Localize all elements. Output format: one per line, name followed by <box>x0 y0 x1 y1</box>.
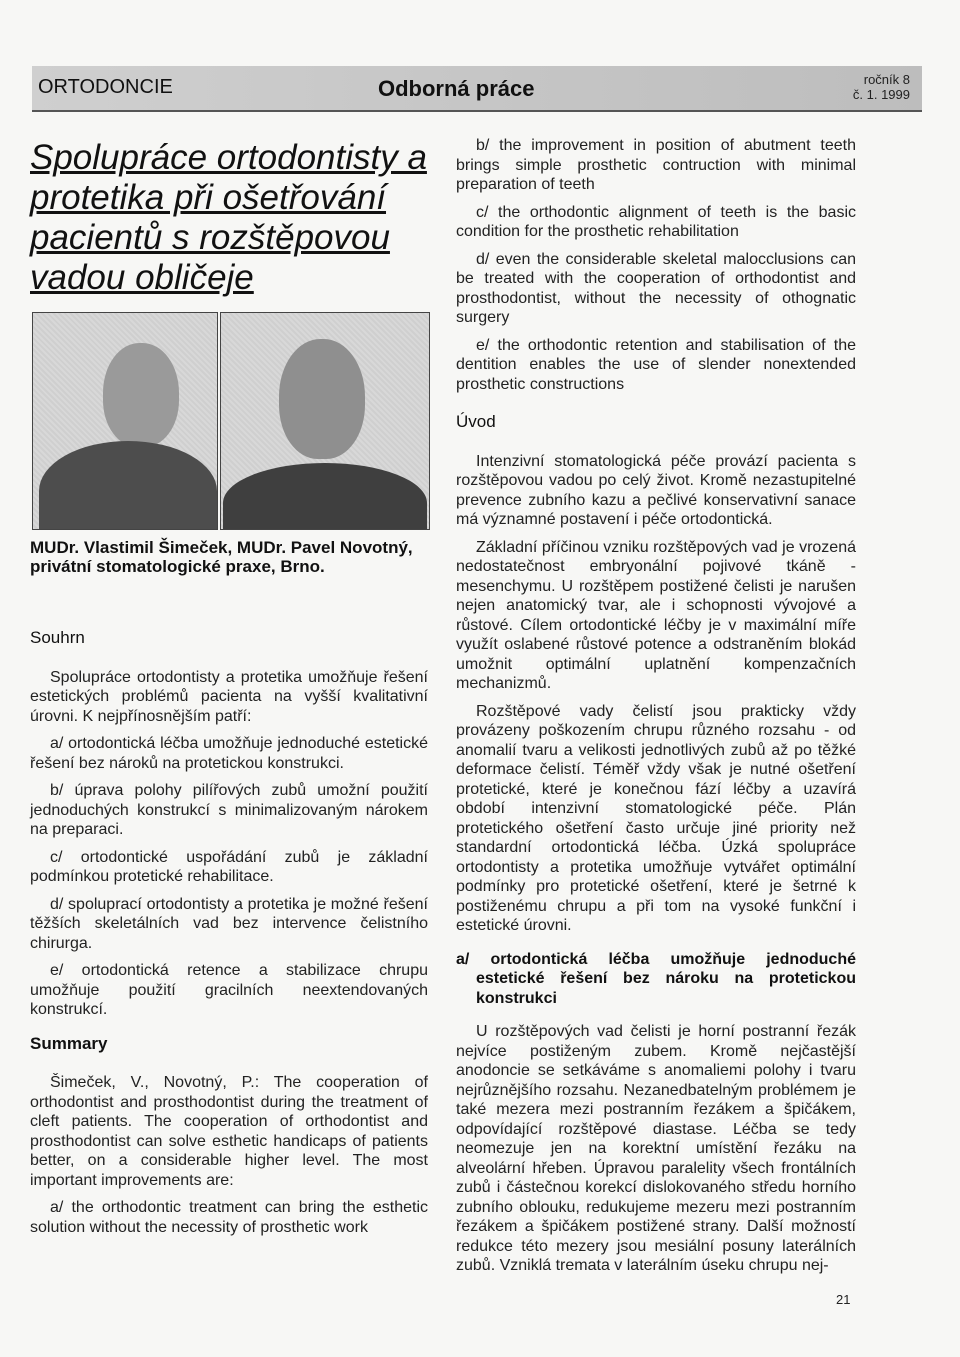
summary-point: b/ the improvement in position of abutment teeth brings simple prosthetic contruction with minimal preparation of teeth <box>456 137 856 193</box>
uvod-paragraph: Rozštěpové vady čelistí jsou prakticky vždy provázeny poškozením chrupu různého rozsahu - od anomalií tvaru a velikosti jednotlivých zubů až po těžké deformace čelistí. Téměř vždy však je nutné ošetření protetické, které je konečnou fází léčby a uzavírá období intenzivní stomatologické péče. Plán protetického ošetření často určuje jiné priority než standardní ortodontická léčba. Úzká spolupráce ortodontisty a protetika umožňuje vytvářet optimální podmínky pro protetické ošetření, které je šetrné k postiženému chrupu a při tom na vysoké funkční i estetické úrovni. <box>456 702 856 934</box>
summary-point: d/ even the considerable skeletal malocclusions can be treated with the cooperation of orthodontist and prosthodontist, without the necessity of othognatic surgery <box>456 250 856 326</box>
souhrn-point: b/ úprava polohy pilířových zubů umožní použití jednoduchých konstrukcí s minimalizovaným nárokem na preparaci. <box>30 782 428 838</box>
left-column <box>30 628 428 1245</box>
summary-intro: Šimeček, V., Novotný, P.: The cooperation of orthodontist and prosthodontist during the treatment of cleft patients. The cooperation of orthodontist and prosthodontist can solve esthetic handicaps of patients better, on a considerable higher level. The most important improvements are: <box>30 1074 428 1189</box>
volume-label: ročník 8 <box>863 72 910 87</box>
uvod-heading: Úvod <box>456 412 496 431</box>
article-title: Spolupráce ortodontisty a protetika při ošetřování pacientů s rozštěpovou vadou obličeje <box>30 138 427 297</box>
uvod-paragraph: Intenzivní stomatologická péče provází pacienta s rozštěpovou vadou po celý život. Kromě nezastupitelné prevence zubního kazu a pečlivé konservativní sanace má významné postavení i péče ortodontická. <box>456 452 856 528</box>
issue-label: č. 1. 1999 <box>852 87 910 102</box>
section-label: ORTODONCIE <box>38 76 173 98</box>
header-rule <box>32 110 922 112</box>
category-label: Odborná práce <box>378 76 535 101</box>
page-number: 21 <box>836 1292 851 1307</box>
right-column <box>456 136 856 1284</box>
souhrn-point: d/ spoluprací ortodontisty a protetika je možné řešení těžších skeletálních vad bez intervence čelistního chirurga. <box>30 895 428 952</box>
section-a-heading: a/ ortodontická léčba umožňuje jednoduché estetické řešení bez nároku na protetickou konstrukci <box>456 950 856 1007</box>
page-header <box>32 66 922 110</box>
summary-point: a/ the orthodontic treatment can bring the esthetic solution without the necessity of prosthetic work <box>30 1199 428 1236</box>
portrait-shoulders <box>39 441 217 530</box>
summary-point: c/ the orthodontic alignment of teeth is the basic condition for the prosthetic rehabilitation <box>456 203 856 240</box>
souhrn-heading: Souhrn <box>30 628 85 647</box>
author-photo-2 <box>220 312 430 530</box>
souhrn-point: a/ ortodontická léčba umožňuje jednoduché estetické řešení bez nároků na protetickou konstrukci. <box>30 735 428 772</box>
author-photo-1 <box>32 312 218 530</box>
souhrn-intro: Spolupráce ortodontisty a protetika umožňuje řešení estetických problémů pacienta na vyšší kvalitativní úrovni. K nejpřínosnějším patří: <box>30 668 428 725</box>
souhrn-point: c/ ortodontické uspořádání zubů je základní podmínkou protetické rehabilitace. <box>30 848 428 885</box>
author-names: MUDr. Vlastimil Šimeček, MUDr. Pavel Novotný, privátní stomatologické praxe, Brno. <box>30 538 413 576</box>
portrait-shoulders <box>223 463 427 530</box>
souhrn-point: e/ ortodontická retence a stabilizace chrupu umožňuje použití gracilních neextendovaných konstrukcí. <box>30 962 428 1018</box>
portrait-head <box>103 343 179 447</box>
summary-point: e/ the orthodontic retention and stabilisation of the dentition enables the use of slender nonextended prosthetic constructions <box>456 336 856 393</box>
portrait-head <box>279 339 365 459</box>
issue-info <box>853 72 910 102</box>
uvod-paragraph: Základní příčinou vzniku rozštěpových vad je vrozená nedostatečnost embryonální pojivové tkáně - mesenchymu. U rozštěpem postižené čelisti je narušen nejen anatomický tvar, ale i schopnosti vývojové a růstové. Cílem ortodontické léčby je v maximální míře využít oslabené růstové potence a odstraněním blokád umožnit optimální uplatnění kompenzačních mechanizmů. <box>456 538 856 692</box>
section-a-paragraph: U rozštěpových vad čelisti je horní postranní řezák nejvíce postiženým zubem. Kromě nejčastější anodoncie se setkáváme s anomaliemi polohy i tvaru nejrůznějšího rozsahu. Nezanedbatelným problémem je také mezera mezi postranním řezákem a špičákem, odpovídající rozštěpové diastase. Léčba se tedy neomezuje jen na korektní umístění řezáku na alveolární hřeben. Úpravou paralelity všech frontálních zubů i částečnou korekcí dislokovaného středu horního zubního oblouku, redukujeme mezeru mezi postranním řezákem a špičákem postižené strany. Další možností redukce této mezery jsou mesiální posuny laterálních zubů. Vzniklá tremata v laterálním úseku chrupu nej- <box>456 1023 856 1274</box>
summary-heading: Summary <box>30 1033 108 1053</box>
